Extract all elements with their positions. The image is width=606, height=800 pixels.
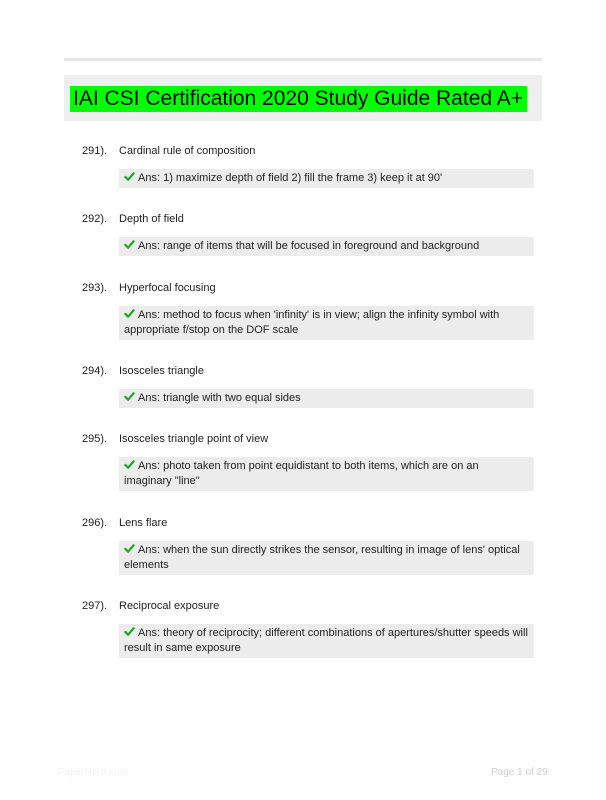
question-number: 297). <box>82 600 108 612</box>
answer-box <box>119 624 534 658</box>
question-text: Isosceles triangle <box>119 365 204 377</box>
question-text: Hyperfocal focusing <box>119 282 216 294</box>
checkmark-icon <box>124 308 135 319</box>
top-divider <box>64 58 542 61</box>
question-number: 292). <box>82 213 108 225</box>
question-text: Cardinal rule of composition <box>119 145 256 157</box>
answer-text: range of items that will be focused in foreground and background <box>163 240 480 252</box>
answer-box <box>119 169 534 188</box>
answer-prefix: Ans: <box>138 172 161 184</box>
checkmark-icon <box>124 171 135 182</box>
question-number: 293). <box>82 282 108 294</box>
page-number: Page 1 of 29 <box>491 767 548 778</box>
answer-prefix: Ans: <box>138 392 161 404</box>
question-number: 296). <box>82 517 108 529</box>
answer-text: 1) maximize depth of field 2) fill the frame 3) keep it at 90' <box>163 172 443 184</box>
answer-box <box>119 457 534 491</box>
answer-text: triangle with two equal sides <box>163 392 301 404</box>
page-title: IAI CSI Certification 2020 Study Guide Rated A+ <box>70 86 527 112</box>
question-number: 294). <box>82 365 108 377</box>
question-text: Reciprocal exposure <box>119 600 220 612</box>
answer-prefix: Ans: <box>138 240 161 252</box>
answer-prefix: Ans: <box>138 544 161 556</box>
checkmark-icon <box>124 239 135 250</box>
footer-watermark: PaperNerd.com <box>58 767 129 778</box>
checkmark-icon <box>124 626 135 637</box>
question-number: 295). <box>82 433 108 445</box>
answer-prefix: Ans: <box>138 460 161 472</box>
question-text: Lens flare <box>119 517 168 529</box>
question-number: 291). <box>82 145 108 157</box>
checkmark-icon <box>124 459 135 470</box>
answer-box <box>119 389 534 408</box>
question-text: Depth of field <box>119 213 184 225</box>
answer-box <box>119 237 534 256</box>
answer-prefix: Ans: <box>138 309 161 321</box>
checkmark-icon <box>124 543 135 554</box>
answer-text: method to focus when 'infinity' is in view; align the infinity symbol with appropriate f/stop on the DOF scale <box>124 309 500 336</box>
checkmark-icon <box>124 391 135 402</box>
answer-text: photo taken from point equidistant to both items, which are on an imaginary "line" <box>124 460 479 487</box>
answer-box <box>119 541 534 575</box>
answer-text: when the sun directly strikes the sensor, resulting in image of lens' optical elements <box>124 544 520 571</box>
answer-prefix: Ans: <box>138 627 161 639</box>
answer-text: theory of reciprocity; different combinations of apertures/shutter speeds will result in same exposure <box>124 627 528 654</box>
answer-box <box>119 306 534 340</box>
question-text: Isosceles triangle point of view <box>119 433 269 445</box>
